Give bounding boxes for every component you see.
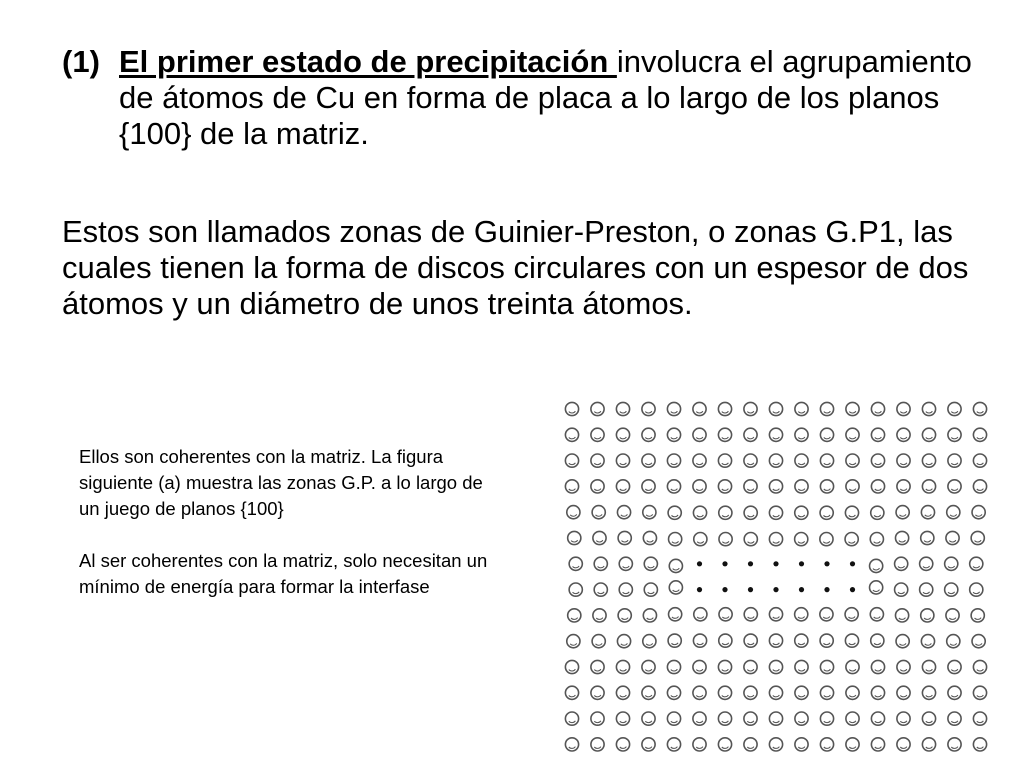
matrix-atom bbox=[845, 506, 858, 519]
matrix-atom bbox=[667, 712, 680, 725]
matrix-atom bbox=[922, 402, 935, 415]
matrix-atom bbox=[693, 428, 706, 441]
matrix-atom bbox=[921, 531, 934, 544]
matrix-atom bbox=[769, 428, 782, 441]
matrix-atom bbox=[820, 608, 833, 621]
matrix-atom bbox=[769, 506, 782, 519]
matrix-atom bbox=[846, 686, 859, 699]
matrix-atom bbox=[769, 634, 782, 647]
matrix-atom bbox=[744, 608, 757, 621]
matrix-atom bbox=[871, 480, 884, 493]
matrix-atom bbox=[693, 402, 706, 415]
matrix-atom bbox=[845, 533, 858, 546]
matrix-atom bbox=[948, 480, 961, 493]
matrix-atom bbox=[948, 712, 961, 725]
matrix-atom bbox=[718, 738, 731, 751]
matrix-atom bbox=[972, 635, 985, 648]
matrix-atom bbox=[769, 738, 782, 751]
matrix-atom bbox=[591, 686, 604, 699]
matrix-atom bbox=[973, 402, 986, 415]
matrix-atom bbox=[591, 402, 604, 415]
matrix-atom bbox=[846, 428, 859, 441]
matrix-atom bbox=[820, 738, 833, 751]
matrix-atom bbox=[948, 428, 961, 441]
matrix-atom bbox=[718, 454, 731, 467]
matrix-atom bbox=[795, 686, 808, 699]
matrix-atom bbox=[693, 634, 706, 647]
matrix-atom bbox=[870, 559, 883, 572]
matrix-atom bbox=[565, 402, 578, 415]
cu-atom bbox=[824, 561, 829, 566]
matrix-atom bbox=[669, 533, 682, 546]
matrix-atom bbox=[820, 506, 833, 519]
matrix-atom bbox=[795, 454, 808, 467]
matrix-atom bbox=[820, 686, 833, 699]
matrix-atom bbox=[846, 660, 859, 673]
matrix-atom bbox=[718, 686, 731, 699]
matrix-atom bbox=[920, 583, 933, 596]
matrix-atom bbox=[693, 712, 706, 725]
matrix-atom bbox=[948, 738, 961, 751]
matrix-atom bbox=[593, 531, 606, 544]
matrix-atom bbox=[591, 712, 604, 725]
matrix-atom bbox=[845, 608, 858, 621]
matrix-atom bbox=[667, 428, 680, 441]
matrix-atom bbox=[795, 506, 808, 519]
cu-atom bbox=[722, 587, 727, 592]
matrix-atom bbox=[616, 402, 629, 415]
matrix-atom bbox=[643, 635, 656, 648]
matrix-atom bbox=[970, 583, 983, 596]
matrix-atom bbox=[618, 531, 631, 544]
matrix-atom bbox=[719, 608, 732, 621]
cu-atom bbox=[799, 587, 804, 592]
matrix-atom bbox=[669, 559, 682, 572]
matrix-atom bbox=[594, 583, 607, 596]
matrix-atom bbox=[897, 686, 910, 699]
matrix-atom bbox=[946, 609, 959, 622]
matrix-atom bbox=[846, 454, 859, 467]
matrix-atom bbox=[795, 402, 808, 415]
matrix-atom bbox=[568, 609, 581, 622]
matrix-atom bbox=[643, 506, 656, 519]
matrix-atom bbox=[565, 454, 578, 467]
matrix-atom bbox=[567, 506, 580, 519]
gp-zone-atom-figure bbox=[555, 394, 995, 764]
matrix-atom bbox=[719, 533, 732, 546]
matrix-atom bbox=[693, 686, 706, 699]
matrix-atom bbox=[744, 634, 757, 647]
matrix-atom bbox=[820, 712, 833, 725]
matrix-atom bbox=[669, 581, 682, 594]
matrix-atom bbox=[591, 428, 604, 441]
matrix-atom bbox=[565, 660, 578, 673]
matrix-atom bbox=[948, 454, 961, 467]
matrix-atom bbox=[668, 634, 681, 647]
matrix-atom bbox=[897, 480, 910, 493]
matrix-atom bbox=[744, 480, 757, 493]
matrix-atom bbox=[896, 635, 909, 648]
matrix-atom bbox=[973, 738, 986, 751]
matrix-atom bbox=[693, 660, 706, 673]
matrix-atom bbox=[616, 686, 629, 699]
cu-atom bbox=[748, 561, 753, 566]
matrix-atom bbox=[897, 660, 910, 673]
matrix-atom bbox=[921, 609, 934, 622]
cu-atom bbox=[697, 561, 702, 566]
matrix-atom bbox=[644, 557, 657, 570]
matrix-atom bbox=[897, 738, 910, 751]
matrix-atom bbox=[897, 454, 910, 467]
matrix-atom bbox=[616, 454, 629, 467]
matrix-atom bbox=[922, 428, 935, 441]
matrix-atom bbox=[642, 738, 655, 751]
matrix-atom bbox=[744, 660, 757, 673]
matrix-atom bbox=[795, 660, 808, 673]
cu-atom bbox=[799, 561, 804, 566]
matrix-atom bbox=[820, 634, 833, 647]
matrix-atom bbox=[820, 428, 833, 441]
matrix-atom bbox=[567, 635, 580, 648]
matrix-atom bbox=[871, 712, 884, 725]
matrix-atom bbox=[948, 402, 961, 415]
side-note-paragraph-2: Al ser coherentes con la matriz, solo necesitan un mínimo de energía para formar la interfase bbox=[79, 550, 488, 597]
matrix-atom bbox=[591, 454, 604, 467]
cu-atom bbox=[773, 561, 778, 566]
matrix-atom bbox=[922, 660, 935, 673]
matrix-atom bbox=[667, 480, 680, 493]
matrix-atom bbox=[895, 583, 908, 596]
matrix-atom bbox=[769, 712, 782, 725]
matrix-atom bbox=[642, 480, 655, 493]
matrix-atom bbox=[718, 660, 731, 673]
matrix-atom bbox=[795, 480, 808, 493]
side-note bbox=[79, 444, 499, 600]
matrix-atom bbox=[871, 686, 884, 699]
matrix-atom bbox=[795, 738, 808, 751]
cu-atom bbox=[748, 587, 753, 592]
matrix-atom bbox=[971, 531, 984, 544]
matrix-atom bbox=[897, 428, 910, 441]
item-number: (1) bbox=[62, 44, 100, 79]
matrix-atom bbox=[896, 506, 909, 519]
matrix-atom bbox=[973, 480, 986, 493]
matrix-atom bbox=[642, 402, 655, 415]
matrix-atom bbox=[870, 608, 883, 621]
matrix-atom bbox=[644, 583, 657, 596]
matrix-atom bbox=[870, 533, 883, 546]
matrix-atom bbox=[973, 660, 986, 673]
matrix-atom bbox=[744, 686, 757, 699]
matrix-atom bbox=[820, 454, 833, 467]
matrix-atom bbox=[668, 506, 681, 519]
matrix-atom bbox=[616, 428, 629, 441]
matrix-atom bbox=[619, 583, 632, 596]
matrix-atom bbox=[971, 609, 984, 622]
matrix-atom bbox=[820, 533, 833, 546]
matrix-atom bbox=[642, 454, 655, 467]
matrix-atom bbox=[565, 712, 578, 725]
matrix-atom bbox=[569, 583, 582, 596]
matrix-atom bbox=[744, 506, 757, 519]
matrix-atom bbox=[973, 686, 986, 699]
matrix-atom bbox=[820, 480, 833, 493]
matrix-atom bbox=[643, 531, 656, 544]
matrix-atom bbox=[591, 480, 604, 493]
matrix-atom bbox=[846, 712, 859, 725]
matrix-atom bbox=[693, 738, 706, 751]
matrix-atom bbox=[744, 454, 757, 467]
matrix-atom bbox=[591, 660, 604, 673]
matrix-atom bbox=[643, 609, 656, 622]
matrix-atom bbox=[972, 506, 985, 519]
matrix-atom bbox=[973, 428, 986, 441]
cu-atom bbox=[697, 587, 702, 592]
matrix-atom bbox=[769, 660, 782, 673]
matrix-atom bbox=[871, 634, 884, 647]
guinier-preston-paragraph: Estos son llamados zonas de Guinier-Preston, o zonas G.P1, las cuales tienen la forma de discos circulares con un espesor de dos átomos y un diámetro de unos treinta átomos. bbox=[62, 214, 969, 321]
matrix-atom bbox=[719, 634, 732, 647]
matrix-atom bbox=[922, 454, 935, 467]
matrix-atom bbox=[945, 583, 958, 596]
matrix-atom bbox=[870, 581, 883, 594]
matrix-atom bbox=[947, 506, 960, 519]
matrix-atom bbox=[565, 480, 578, 493]
matrix-atom bbox=[897, 712, 910, 725]
cu-atom bbox=[722, 561, 727, 566]
matrix-atom bbox=[769, 608, 782, 621]
matrix-atom bbox=[946, 531, 959, 544]
matrix-atom bbox=[565, 428, 578, 441]
matrix-atom bbox=[617, 635, 630, 648]
matrix-atom bbox=[718, 712, 731, 725]
matrix-atom bbox=[846, 480, 859, 493]
matrix-atom bbox=[568, 531, 581, 544]
matrix-atom bbox=[616, 738, 629, 751]
matrix-atom bbox=[895, 531, 908, 544]
matrix-atom bbox=[769, 454, 782, 467]
matrix-atom bbox=[922, 686, 935, 699]
matrix-atom bbox=[667, 454, 680, 467]
matrix-atom bbox=[795, 634, 808, 647]
matrix-atom bbox=[820, 660, 833, 673]
item-rest-text: involucra el agrupamiento de átomos de Cu en forma de placa a lo largo de los planos {100} de la matriz. bbox=[119, 44, 972, 151]
matrix-atom bbox=[618, 609, 631, 622]
matrix-atom bbox=[895, 557, 908, 570]
matrix-atom bbox=[769, 402, 782, 415]
matrix-atom bbox=[795, 712, 808, 725]
matrix-atom bbox=[973, 712, 986, 725]
matrix-atom bbox=[769, 533, 782, 546]
matrix-atom bbox=[616, 660, 629, 673]
matrix-atom bbox=[744, 402, 757, 415]
matrix-atom bbox=[921, 635, 934, 648]
matrix-atom bbox=[769, 686, 782, 699]
matrix-atom bbox=[617, 506, 630, 519]
matrix-atom bbox=[795, 608, 808, 621]
matrix-atom bbox=[973, 454, 986, 467]
matrix-atom bbox=[718, 480, 731, 493]
matrix-atom bbox=[667, 686, 680, 699]
matrix-atom bbox=[922, 480, 935, 493]
matrix-atom bbox=[669, 608, 682, 621]
matrix-atom bbox=[945, 557, 958, 570]
matrix-atom bbox=[642, 712, 655, 725]
matrix-atom bbox=[744, 712, 757, 725]
matrix-atom bbox=[871, 660, 884, 673]
matrix-atom bbox=[565, 686, 578, 699]
matrix-atom bbox=[948, 660, 961, 673]
matrix-atom bbox=[593, 609, 606, 622]
matrix-atom bbox=[619, 557, 632, 570]
matrix-atom bbox=[871, 402, 884, 415]
cu-atom bbox=[824, 587, 829, 592]
matrix-atom bbox=[592, 635, 605, 648]
matrix-atom bbox=[871, 738, 884, 751]
matrix-atom bbox=[922, 712, 935, 725]
matrix-atom bbox=[922, 738, 935, 751]
matrix-atom bbox=[667, 402, 680, 415]
matrix-atom bbox=[795, 428, 808, 441]
matrix-atom bbox=[594, 557, 607, 570]
matrix-atom bbox=[920, 557, 933, 570]
matrix-atom bbox=[744, 428, 757, 441]
matrix-atom bbox=[871, 428, 884, 441]
matrix-atom bbox=[616, 712, 629, 725]
matrix-atom bbox=[970, 557, 983, 570]
matrix-atom bbox=[948, 686, 961, 699]
matrix-atom bbox=[846, 738, 859, 751]
matrix-atom bbox=[871, 506, 884, 519]
matrix-atom bbox=[769, 480, 782, 493]
matrix-atom bbox=[846, 402, 859, 415]
matrix-atom bbox=[744, 533, 757, 546]
matrix-atom bbox=[719, 506, 732, 519]
cu-atom bbox=[773, 587, 778, 592]
cu-atom bbox=[850, 587, 855, 592]
item-lead-text: El primer estado de precipitación bbox=[119, 44, 617, 79]
matrix-atom bbox=[897, 402, 910, 415]
matrix-atom bbox=[693, 506, 706, 519]
matrix-atom bbox=[693, 480, 706, 493]
matrix-atom bbox=[895, 609, 908, 622]
matrix-atom bbox=[591, 738, 604, 751]
matrix-atom bbox=[718, 402, 731, 415]
matrix-atom bbox=[569, 557, 582, 570]
matrix-atom bbox=[718, 428, 731, 441]
matrix-atom bbox=[667, 660, 680, 673]
matrix-atom bbox=[694, 608, 707, 621]
matrix-atom bbox=[642, 660, 655, 673]
matrix-atom bbox=[820, 402, 833, 415]
matrix-atom bbox=[693, 454, 706, 467]
matrix-atom bbox=[694, 533, 707, 546]
matrix-atom bbox=[642, 428, 655, 441]
side-note-paragraph-1: Ellos son coherentes con la matriz. La figura siguiente (a) muestra las zonas G.P. a lo largo de un juego de planos {100} bbox=[79, 446, 483, 519]
matrix-atom bbox=[871, 454, 884, 467]
matrix-atom bbox=[667, 738, 680, 751]
item-body bbox=[119, 44, 989, 152]
matrix-atom bbox=[642, 686, 655, 699]
cu-atom bbox=[850, 561, 855, 566]
matrix-atom bbox=[592, 506, 605, 519]
matrix-atom bbox=[795, 533, 808, 546]
matrix-atom bbox=[921, 506, 934, 519]
matrix-atom bbox=[947, 635, 960, 648]
matrix-atom bbox=[616, 480, 629, 493]
matrix-atom bbox=[565, 738, 578, 751]
matrix-atom bbox=[744, 738, 757, 751]
matrix-atom bbox=[845, 634, 858, 647]
